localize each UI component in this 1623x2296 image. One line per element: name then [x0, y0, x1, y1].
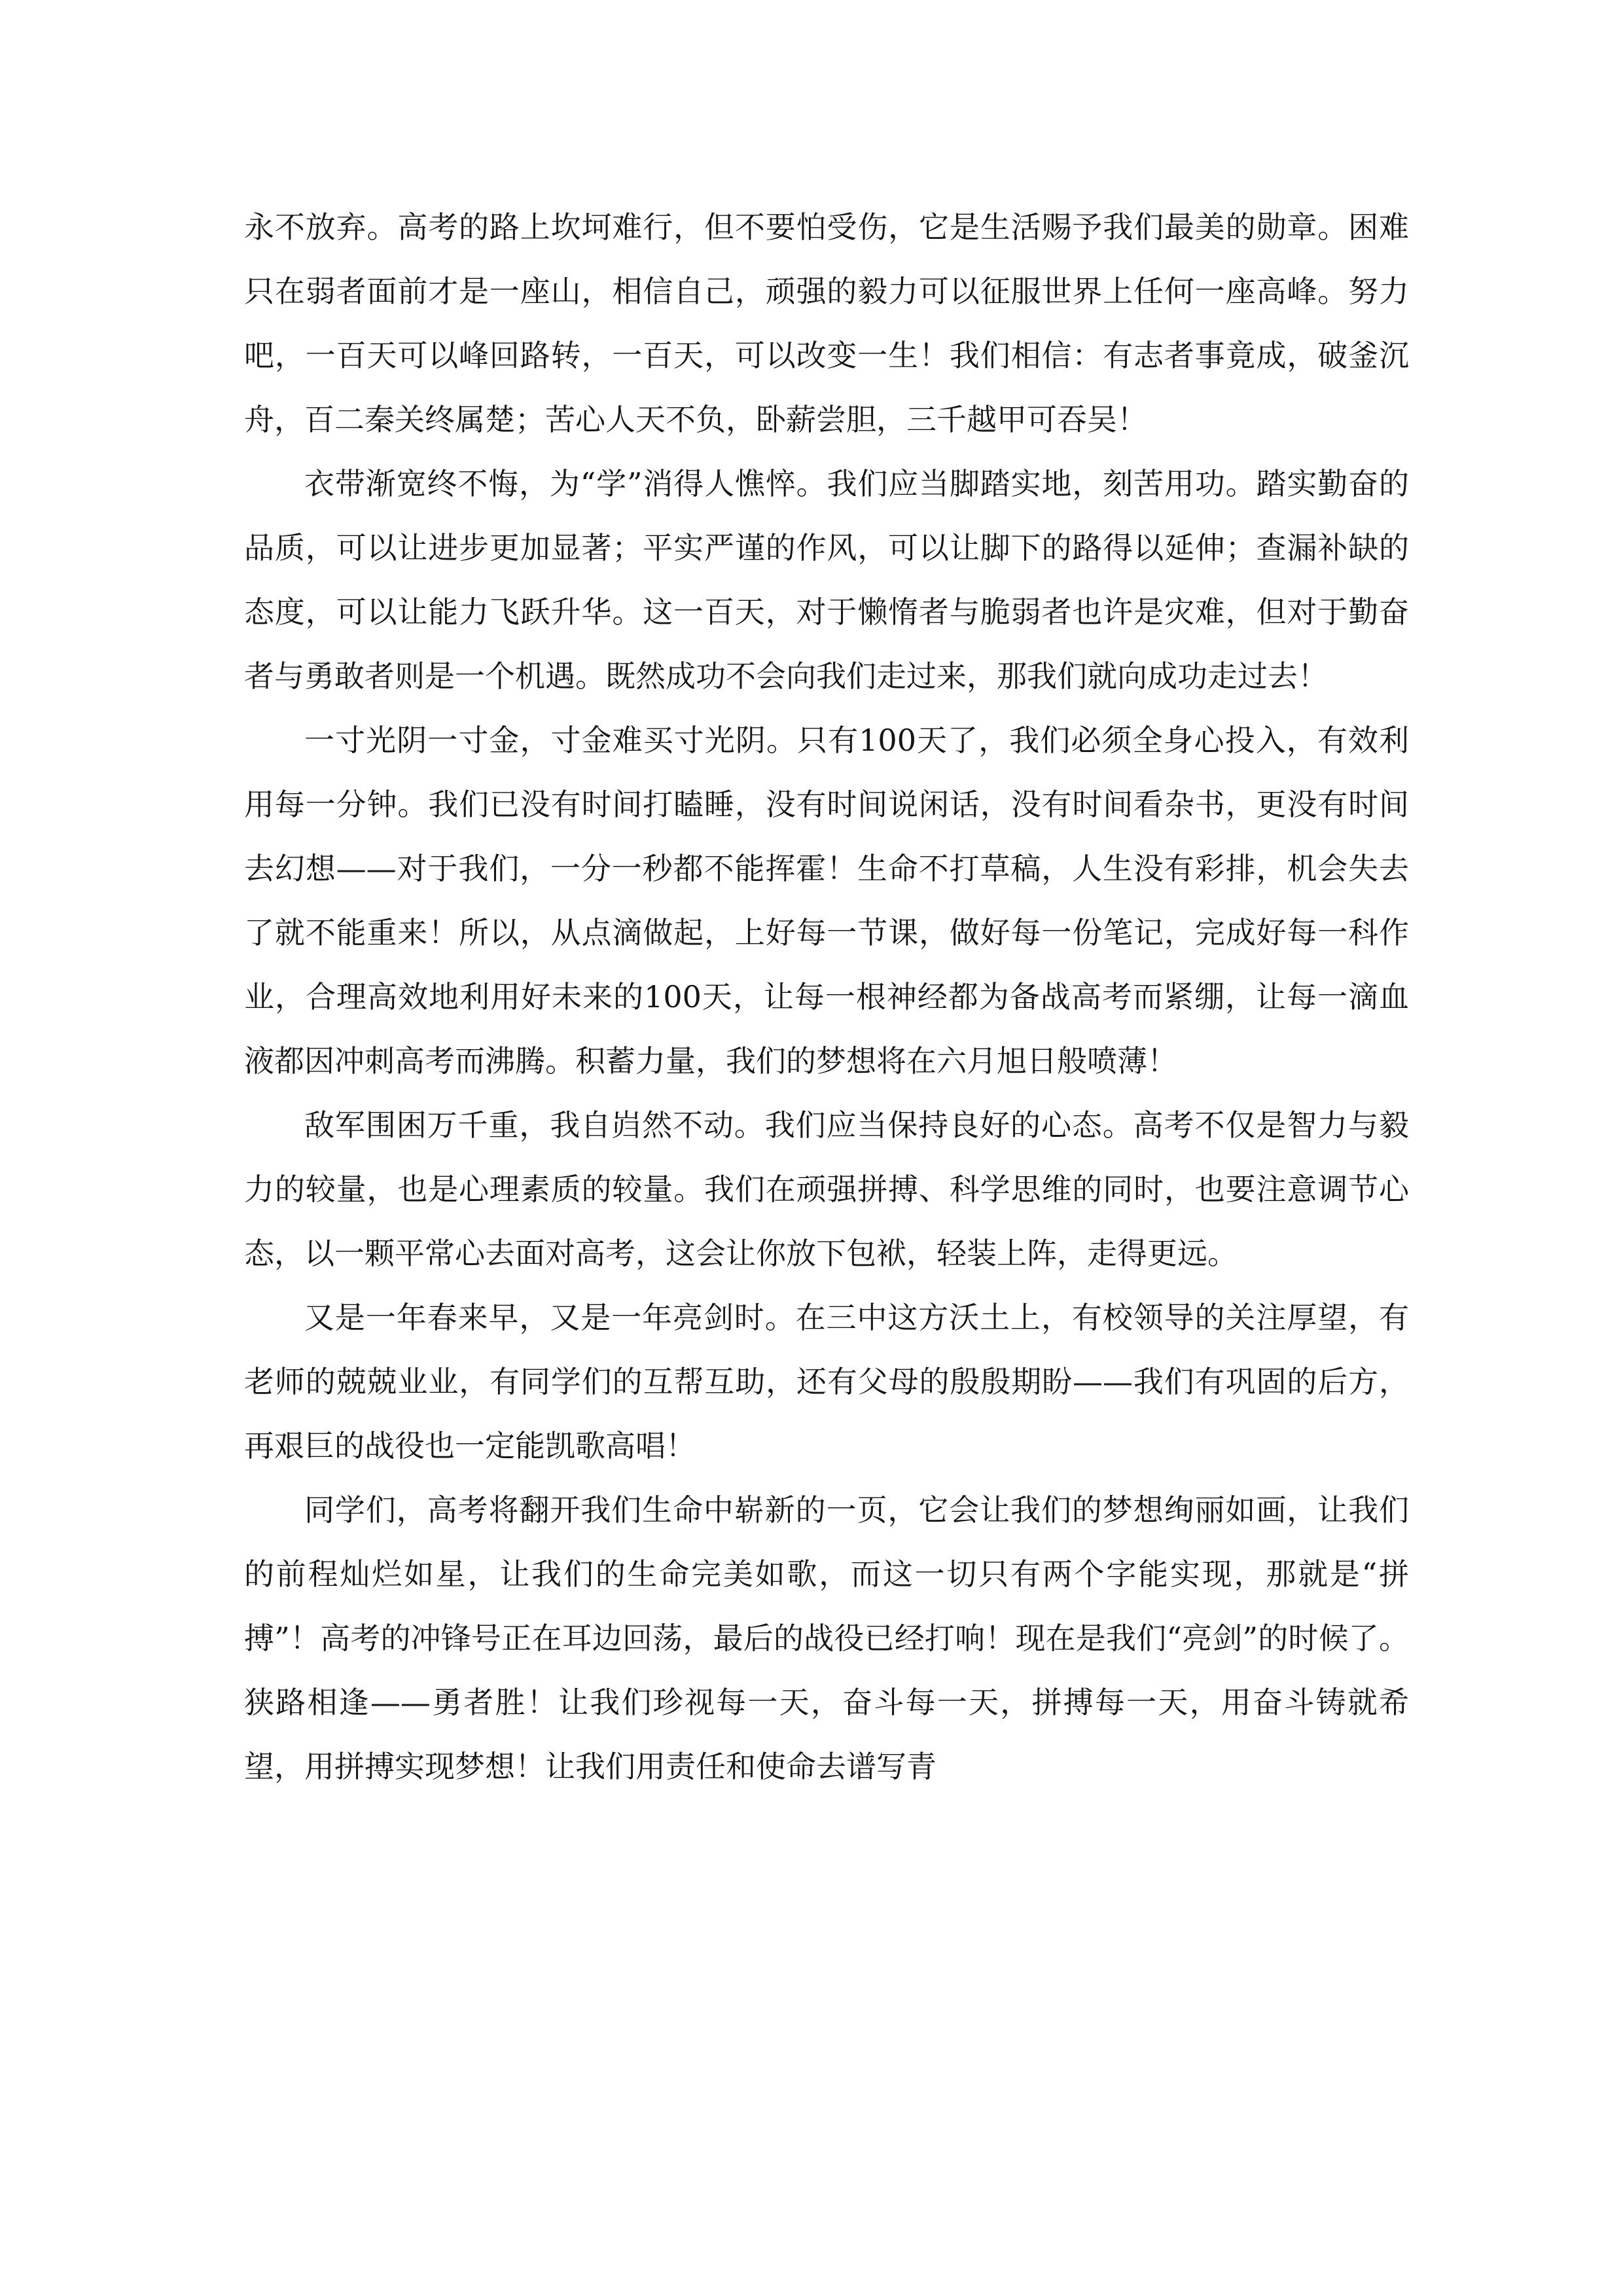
- paragraph-2: 衣带渐宽终不悔，为“学”消得人憔悴。我们应当脚踏实地，刻苦用功。踏实勤奋的品质，可以让进步更加显著；平实严谨的作风，可以让脚下的路得以延伸；查漏补缺的态度，可以让能力飞跃升华。这一百天，对于懒惰者与脆弱者也许是灾难，但对于勤奋者与勇敢者则是一个机遇。既然成功不会向我们走过来，那我们就向成功走过去！: [244, 466, 1409, 694]
- paragraph-5: 又是一年春来早，又是一年亮剑时。在三中这方沃土上，有校领导的关注厚望，有老师的兢兢业业，有同学们的互帮互助，还有父母的殷殷期盼——我们有巩固的后方，再艰巨的战役也一定能凯歌高唱！: [244, 1300, 1409, 1463]
- paragraph-1: 永不放弃。高考的路上坎坷难行，但不要怕受伤，它是生活赐予我们最美的勋章。困难只在弱者面前才是一座山，相信自己，顽强的毅力可以征服世界上任何一座高峰。努力吧，一百天可以峰回路转，一百天，可以改变一生！我们相信：有志者事竟成，破釜沉舟，百二秦关终属楚；苦心人天不负，卧薪尝胆，三千越甲可吞吴！: [244, 209, 1409, 437]
- document-body: [244, 195, 1409, 1799]
- paragraph-3: 一寸光阴一寸金，寸金难买寸光阴。只有100天了，我们必须全身心投入，有效利用每一分钟。我们已没有时间打瞌睡，没有时间说闲话，没有时间看杂书，更没有时间去幻想——对于我们，一分一秒都不能挥霍！生命不打草稿，人生没有彩排，机会失去了就不能重来！所以，从点滴做起，上好每一节课，做好每一份笔记，完成好每一科作业，合理高效地利用好未来的100天，让每一根神经都为备战高考而紧绷，让每一滴血液都因冲刺高考而沸腾。积蓄力量，我们的梦想将在六月旭日般喷薄！: [244, 723, 1409, 1079]
- paragraph-6: 同学们，高考将翻开我们生命中崭新的一页，它会让我们的梦想绚丽如画，让我们的前程灿烂如星，让我们的生命完美如歌，而这一切只有两个字能实现，那就是“拼搏”！高考的冲锋号正在耳边回荡，最后的战役已经打响！现在是我们“亮剑”的时候了。狭路相逢——勇者胜！让我们珍视每一天，奋斗每一天，拼搏每一天，用奋斗铸就希望，用拼搏实现梦想！让我们用责任和使命去谱写青: [244, 1492, 1409, 1784]
- paragraph-4: 敌军围困万千重，我自岿然不动。我们应当保持良好的心态。高考不仅是智力与毅力的较量，也是心理素质的较量。我们在顽强拼搏、科学思维的同时，也要注意调节心态，以一颗平常心去面对高考，这会让你放下包袱，轻装上阵，走得更远。: [244, 1107, 1409, 1271]
